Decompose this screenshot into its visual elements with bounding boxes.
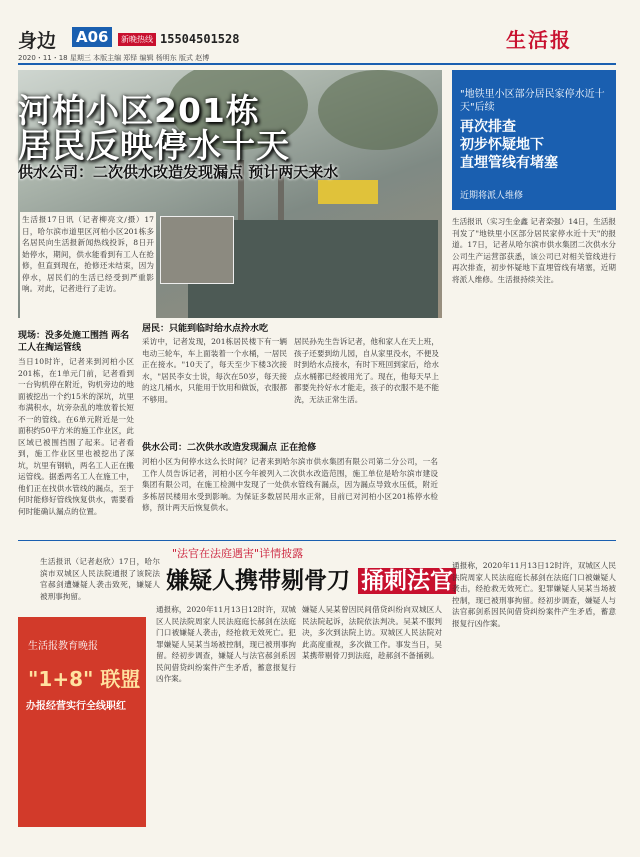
masthead <box>0 0 640 60</box>
ad-subtitle: 办报经营实行全线职红 <box>26 701 126 712</box>
ad-logo: 生活报教育晚报 <box>28 641 98 652</box>
lead-headline-line2: 居民反映停水十天 <box>18 126 290 165</box>
photo-tree <box>318 70 438 150</box>
court-body: 通报称，2020年11月13日12时许，双城区人民法院周家人民法庭庭长郝剑在法庭门口被嫌疑人袭击，经抢救无效死亡。犯罪嫌疑人吴某当场被控制，现已被刑事拘留。经初步调查，嫌疑人与法官郝剑系因民间借贷纠纷案件产生矛盾，蓄意报复行凶作案。 <box>156 605 296 683</box>
sidebar-quote: "地铁里小区部分居民家停水近十天"后续 <box>460 89 605 113</box>
hotline-phone: 15504501528 <box>160 32 240 46</box>
sec1-body: 当日10时许，记者来到河柏小区201栋，在1单元门前，记者看到一台钩机停在附近，钩机旁边的地面被挖出一个约15米的深坑，坑里布满积水，坑旁杂乱的堆放着长短不一的管线。在6单元附近是一处面积约50平方米的施工作业区，此区域已被围挡围了起来。记者看到，施工作业区里也被挖出了深坑，坑里有钢轨，两名工人正在搬运管线。据悉两名工人在施工中，他们正在找供水管线的漏点，至于何时能修好管线恢复供水，需要看何时能确认漏点的位置。 <box>18 357 134 516</box>
sec3-body: 河柏小区为何停水这么长时间？记者来到哈尔滨市供水集团有限公司第二分公司，一名工作人员告诉记者，河柏小区今年被列入二次供水改造范围，施工单位是哈尔滨市建设集团有限公司，在施工检测中发现了一处供水管线有漏点，因为漏点导致水压低，附近多栋居民楼用水受到影响。为保证多数居民用水正常，目前已对河柏小区201栋停水检修，预计两天后恢复供水。 <box>142 457 438 512</box>
page-code: A06 <box>72 27 112 47</box>
sidebar-body: 生活报讯（实习生金鑫 记者栾强）14日，生活报刊发了"地铁里小区部分居民家停水近十天"的报道。17日，记者从哈尔滨市供水集团二次供水分公司生产运营部获悉，该公司已对相关管线进行再次排查，初步怀疑地下直埋管线有堵塞，近期将派人维修。生活报持续关注。 <box>452 217 616 284</box>
advertisement[interactable] <box>18 617 146 827</box>
court-headline-main: 嫌疑人携带剔骨刀 <box>166 568 350 594</box>
lead-subheadline: 供水公司：二次供水改造发现漏点 预计两天来水 <box>18 163 339 181</box>
newspaper-logo: 生活报 <box>506 28 572 52</box>
court-body3: 通报称，2020年11月13日12时许，双城区人民法院周家人民法庭庭长郝剑在法庭门口被嫌疑人袭击，经抢救无效死亡。犯罪嫌疑人吴某当场被控制，现已被刑事拘留。经初步调查，嫌疑人与法官郝剑系因民间借贷纠纷案件产生矛盾，蓄意报复行凶作案。 <box>452 561 616 628</box>
sidebar-headline-3: 直埋管线有堵塞 <box>460 155 558 171</box>
inset-photo <box>160 216 234 284</box>
section-title: 身边 <box>18 30 57 52</box>
photo-sign <box>318 180 378 204</box>
hotline-label: 新晚热线 <box>118 33 156 46</box>
sidebar-headline-1: 再次排查 <box>460 119 516 135</box>
court-headline <box>166 562 456 595</box>
lead-lede: 生活报17日讯（记者柳亮文/摄）17日，哈尔滨市道里区河柏小区201栋多名居民向生活报新闻热线投诉，8日开始停水，期间，供水能看到有工人在抢修，但直到现在，抢修还未结束，因为停水，居民们的生活已经受到严重影响。对此，记者进行了走访。 <box>20 212 156 336</box>
lead-headline-line1: 河柏小区201栋 <box>18 91 260 130</box>
sec3-title: 供水公司：二次供水改造发现漏点 正在抢修 <box>142 443 317 453</box>
sidebar-headline <box>460 118 558 172</box>
sidebar-note: 近期将派人维修 <box>460 191 524 201</box>
issue-meta: 2020・11・18 星期三 本版主编 郑铎 编辑 杨明东 版式 赵博 <box>18 54 210 62</box>
sidebar-headline-2: 初步怀疑地下 <box>460 137 544 153</box>
court-body2: 嫌疑人吴某曾因民间借贷纠纷向双城区人民法院起诉，法院依法判决。吴某不服判决，多次到法院上访。双城区人民法院对此高度重视，多次做工作。事发当日，吴某携带剔骨刀到法庭，趁郝剑不备捅刺。 <box>302 605 442 660</box>
sec1-title: 现场：没多处施工围挡 两名工人在掏运管线 <box>18 331 130 353</box>
header-rule <box>18 63 616 65</box>
court-lede: 生活报讯（记者赵欣）17日，哈尔滨市双城区人民法院通报了该院法官郝剑遭嫌疑人袭击致死，嫌疑人被刑事拘留。 <box>40 557 160 601</box>
section-divider <box>18 540 616 541</box>
sec2-body: 采访中，记者发现，201栋居民楼下有一辆电动三轮车，车上面装着一个水桶，一居民正在接水。"10天了，每天至少下楼3次接水，"居民李女士说，每次在50岁，每天接的这几桶水，只能用于饮用和做饭，衣服都不够用。 <box>142 337 287 404</box>
court-headline-tag: 捅刺法官 <box>358 568 456 594</box>
sidebar-box <box>452 70 616 210</box>
court-kicker: "法官在法庭遇害"详情披露 <box>172 547 304 560</box>
ad-title: "1+8" 联盟 <box>28 667 141 691</box>
sec2-body2: 居民孙先生告诉记者，他和家人在天上班，孩子还要到幼儿园，自从家里没水，不便及时到给水点接水，有时下班回到家后，给水点水桶都已经被用光了。现在，他每天早上都要先拎好水才能走，孩子的衣服不是不能洗，无法正常生活。 <box>294 337 439 404</box>
sec2-title: 居民：只能到临时给水点拎水吃 <box>142 324 269 334</box>
